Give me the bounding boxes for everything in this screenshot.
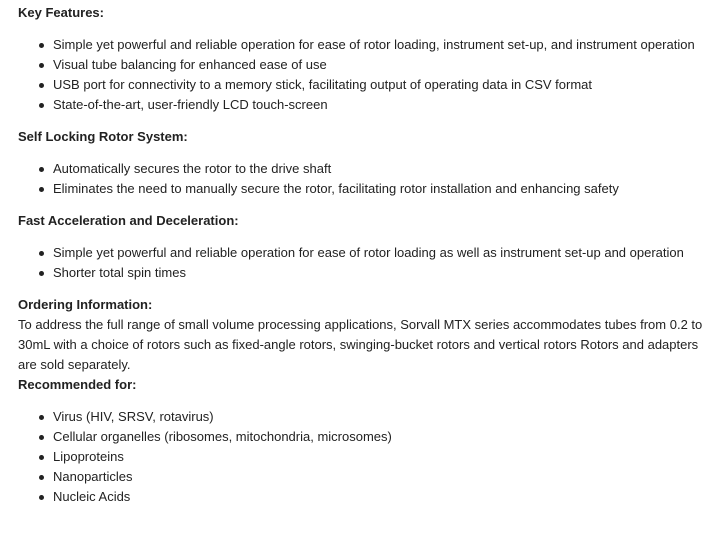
list-item: Visual tube balancing for enhanced ease of use <box>18 55 708 75</box>
list-item: Virus (HIV, SRSV, rotavirus) <box>18 407 708 427</box>
list-item: USB port for connectivity to a memory stick, facilitating output of operating data in CSV format <box>18 75 708 95</box>
key-features-heading: Key Features: <box>18 5 104 20</box>
list-item: Shorter total spin times <box>18 263 708 283</box>
list-item: Simple yet powerful and reliable operation for ease of rotor loading, instrument set-up, and instrument operation <box>18 35 708 55</box>
list-item: Lipoproteins <box>18 447 708 467</box>
self-locking-list <box>18 159 708 199</box>
list-item: State-of-the-art, user-friendly LCD touch-screen <box>18 95 708 115</box>
list-item: Cellular organelles (ribosomes, mitochondria, microsomes) <box>18 427 708 447</box>
list-item: Nucleic Acids <box>18 487 708 507</box>
self-locking-heading: Self Locking Rotor System: <box>18 129 188 144</box>
recommended-for-heading: Recommended for: <box>18 377 137 392</box>
ordering-information-line-3: are sold separately. <box>18 357 131 372</box>
list-item: Simple yet powerful and reliable operation for ease of rotor loading as well as instrument set-up and operation <box>18 243 708 263</box>
ordering-information-heading: Ordering Information: <box>18 297 153 312</box>
key-features-list <box>18 35 708 115</box>
ordering-information-line-2: 30mL with a choice of rotors such as fixed-angle rotors, swinging-bucket rotors and vertical rotors Rotors and adapters <box>18 337 699 352</box>
list-item: Nanoparticles <box>18 467 708 487</box>
product-description <box>18 3 708 507</box>
list-item: Eliminates the need to manually secure the rotor, facilitating rotor installation and enhancing safety <box>18 179 708 199</box>
list-item: Automatically secures the rotor to the drive shaft <box>18 159 708 179</box>
fast-acceleration-list <box>18 243 708 283</box>
ordering-information-line-1: To address the full range of small volume processing applications, Sorvall MTX series accommodates tubes from 0.2 to <box>18 317 703 332</box>
fast-acceleration-heading: Fast Acceleration and Deceleration: <box>18 213 239 228</box>
recommended-for-list <box>18 407 708 507</box>
